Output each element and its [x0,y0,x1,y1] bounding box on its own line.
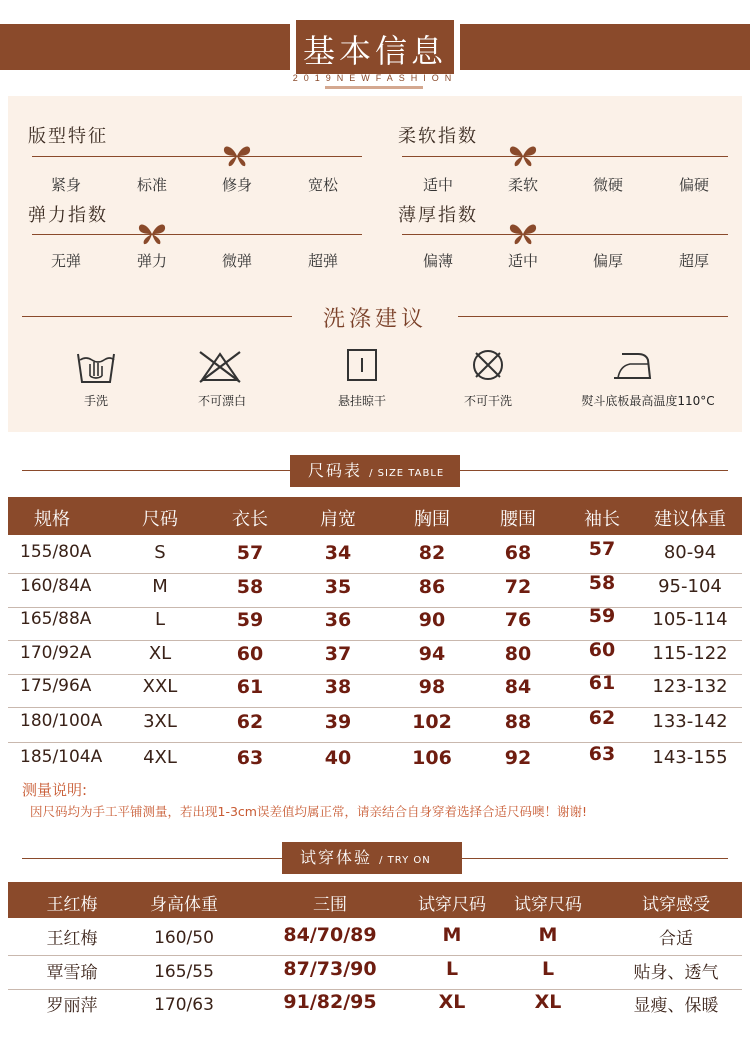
size-cell: 39 [324,711,352,733]
size-cell: 92 [504,747,532,769]
try-cell: 合适 [659,929,693,949]
feature-scale-line [402,234,728,235]
try-cell: 160/50 [154,928,214,948]
try-cell: M [538,924,558,946]
size-cell: 88 [504,711,532,733]
try-cell: 165/55 [154,962,214,982]
size-cell: 40 [324,747,352,769]
feature-title: 版型特征 [28,126,108,147]
size-cell: 38 [324,676,352,698]
try-row-divider [8,989,742,990]
size-header-cell: 袖长 [584,509,620,530]
size-table-tab-title: 尺码表 [308,461,363,480]
size-cell: 80-94 [663,542,717,563]
feature-option: 微弹 [221,252,252,270]
feature-option: 修身 [221,176,252,194]
size-cell: 143-155 [652,747,728,768]
size-cell: 63 [236,747,264,769]
size-cell: 4XL [143,747,177,768]
size-cell: 58 [236,576,264,598]
size-cell: 106 [412,747,452,769]
try-on-tab-title: 试穿体验 [300,848,373,867]
header-underline [325,86,423,89]
try-cell: 170/63 [154,995,214,1015]
size-cell: 133-142 [652,711,728,732]
feature-title: 柔软指数 [398,126,478,147]
wash-label-hand-wash: 手洗 [83,394,108,408]
wash-label-no-bleach: 不可漂白 [197,394,246,408]
size-cell: 37 [324,643,352,665]
size-cell: 62 [588,707,616,729]
try-row-divider [8,955,742,956]
feature-option: 紧身 [50,176,81,194]
feature-option: 无弹 [50,252,81,270]
butterfly-marker-icon [508,223,538,245]
feature-title: 弹力指数 [28,205,108,226]
size-cell: 59 [588,605,616,627]
size-cell: 84 [504,676,532,698]
size-cell: 61 [588,672,616,694]
feature-title: 薄厚指数 [398,205,478,226]
washing-title: 洗涤建议 [322,307,427,332]
page-title: 基本信息 [302,32,447,70]
iron-icon [610,346,654,386]
try-cell: XL [534,991,562,1013]
size-header-cell: 规格 [34,509,70,530]
butterfly-marker-icon [137,223,167,245]
size-header-cell: 肩宽 [320,509,356,530]
size-cell: 36 [324,609,352,631]
header-title-box [290,20,460,74]
size-cell: 82 [418,542,446,564]
size-cell: L [154,609,166,630]
feature-option: 适中 [507,252,538,270]
feature-option: 偏薄 [422,252,453,270]
wash-divider-left [22,316,292,317]
size-cell: 80 [504,643,532,665]
size-cell: 58 [588,572,616,594]
size-header-cell: 腰围 [500,509,536,530]
hang-dry-icon [340,346,384,386]
size-cell: 95-104 [658,576,722,597]
try-cell: 覃雪瑜 [46,963,98,983]
size-cell: 63 [588,743,616,765]
feature-scale-line [32,234,362,235]
size-cell: 175/96A [20,676,92,696]
size-cell: 155/80A [20,542,92,562]
size-cell: 105-114 [652,609,728,630]
no-bleach-icon [198,346,242,386]
size-cell: M [152,576,168,597]
size-cell: 35 [324,576,352,598]
try-cell: 罗丽萍 [46,996,98,1016]
feature-option: 弹力 [136,252,167,270]
feature-option: 适中 [422,176,453,194]
size-cell: 170/92A [20,643,92,663]
size-cell: 3XL [143,711,177,732]
try-header-cell: 三围 [313,895,347,915]
feature-option: 标准 [136,176,167,194]
size-cell: XXL [142,676,178,697]
try-cell: M [442,924,462,946]
try-cell: XL [438,991,466,1013]
hand-wash-icon [74,346,118,386]
butterfly-marker-icon [222,145,252,167]
size-cell: 115-122 [652,643,728,664]
wash-label-iron: 熨斗底板最高温度110°C [581,394,715,408]
try-cell: 显瘦、保暖 [633,996,719,1016]
wash-divider-right [458,316,728,317]
size-cell: 62 [236,711,264,733]
size-cell: 102 [412,711,452,733]
size-cell: 160/84A [20,576,92,596]
feature-option: 柔软 [507,176,538,194]
wash-label-no-dry-clean: 不可干洗 [463,394,512,408]
size-table-tab [290,455,460,487]
measurement-note-text: 因尺码均为手工平铺测量，若出现1-3cm误差值均属正常，请亲结合自身穿着选择合适尺码噢！谢谢! [30,804,587,819]
size-cell: 165/88A [20,609,92,629]
size-cell: 86 [418,576,446,598]
size-cell: 72 [504,576,532,598]
size-cell: 98 [418,676,446,698]
feature-option: 偏厚 [592,252,623,270]
size-cell: 185/104A [20,747,103,767]
size-cell: 76 [504,609,532,631]
size-cell: 59 [236,609,264,631]
try-cell: L [541,958,555,980]
size-cell: 60 [236,643,264,665]
size-header-cell: 建议体重 [654,509,726,530]
try-cell: 贴身、透气 [633,963,719,983]
try-cell: L [445,958,459,980]
size-header-cell: 衣长 [232,509,268,530]
try-header-cell: 试穿尺码 [418,895,486,915]
size-cell: 90 [418,609,446,631]
try-on-tab [282,842,462,874]
size-cell: 61 [236,676,264,698]
size-cell: 180/100A [20,711,103,731]
try-header-cell: 身高体重 [150,895,218,915]
try-on-tab-sub: / TRY ON [379,855,431,866]
butterfly-marker-icon [508,145,538,167]
size-cell: 94 [418,643,446,665]
size-cell: 123-132 [652,676,728,697]
feature-option: 超弹 [307,252,338,270]
size-cell: 57 [588,538,616,560]
measurement-note-title: 测量说明: [22,781,88,799]
size-cell: 68 [504,542,532,564]
no-dry-clean-icon [466,346,510,386]
size-cell: 34 [324,542,352,564]
try-header-cell: 王红梅 [46,895,98,915]
wash-label-hang-dry: 悬挂晾干 [337,394,386,408]
feature-option: 超厚 [678,252,709,270]
size-cell: 60 [588,639,616,661]
feature-scale-line [32,156,362,157]
try-header-cell: 试穿尺码 [514,895,582,915]
size-cell: XL [148,643,172,664]
try-cell: 87/73/90 [283,958,377,980]
feature-option: 宽松 [307,176,338,194]
try-cell: 91/82/95 [283,991,377,1013]
feature-option: 偏硬 [678,176,709,194]
size-header-cell: 胸围 [414,509,450,530]
size-table-tab-sub: / SIZE TABLE [369,468,445,479]
header-subtitle: 2019NEWFASHION [292,73,458,83]
feature-scale-line [402,156,728,157]
size-header-cell: 尺码 [142,509,178,530]
feature-option: 微硬 [592,176,623,194]
size-cell: 57 [236,542,264,564]
try-header-cell: 试穿感受 [642,895,710,915]
size-cell: S [154,542,166,563]
try-cell: 84/70/89 [283,924,377,946]
try-cell: 王红梅 [46,929,98,949]
